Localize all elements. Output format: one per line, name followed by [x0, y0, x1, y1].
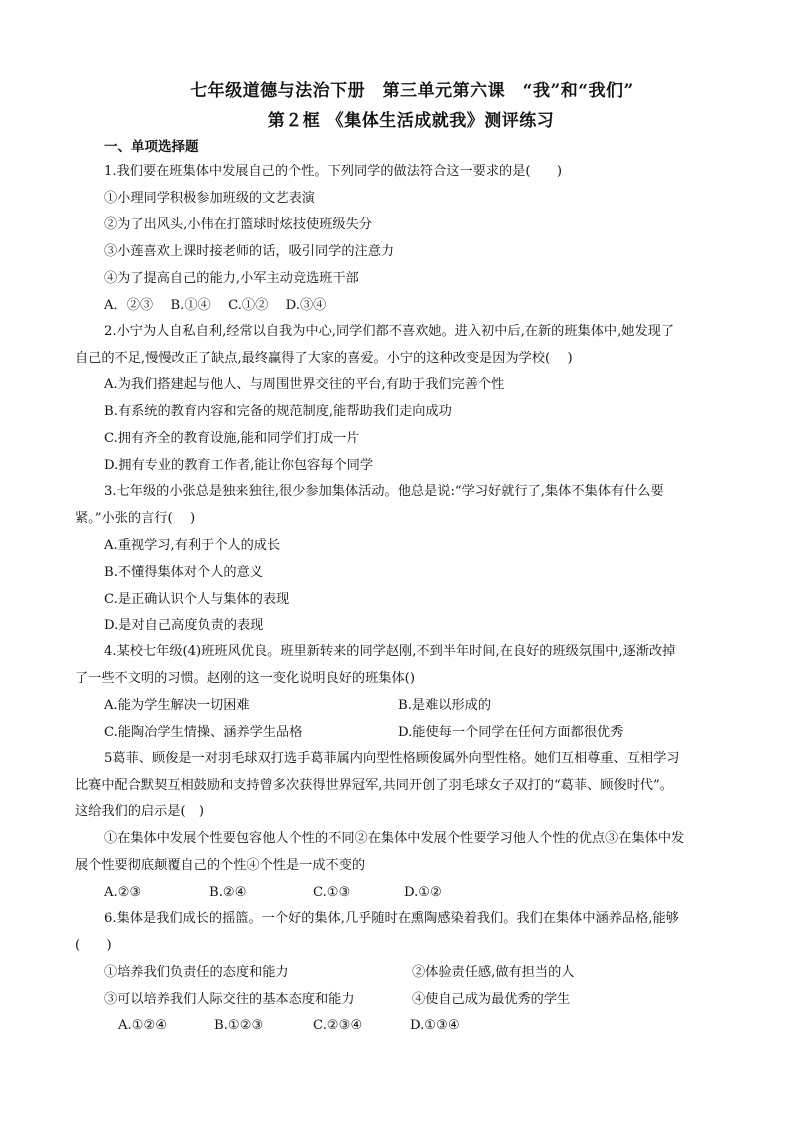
q1-stem: 1.我们要在班集体中发展自己的个性。下列同学的做法符合这一要求的是( ) — [104, 164, 563, 179]
q6-option-a: A.①②④ — [118, 1018, 168, 1033]
q2-option-c: C.拥有齐全的教育设施,能和同学们打成一片 — [104, 431, 360, 446]
q3-stem-line2: 紧。”小张的言行( ) — [75, 511, 196, 526]
q2-stem-line2: 自己的不足,慢慢改正了缺点,最终赢得了大家的喜爱。小宁的这种改变是因为学校( ) — [75, 351, 573, 366]
q5-statements-line2: 展个性要彻底颠覆自己的个性④个性是一成不变的 — [75, 858, 366, 873]
q3-option-c: C.是正确认识个人与集体的表现 — [104, 592, 290, 607]
q3-stem-line1: 3.七年级的小张总是独来独往,很少参加集体活动。他总是说:“学习好就行了,集体不集体有什么要 — [104, 484, 664, 499]
q2-option-a: A.为我们搭建起与他人、与周围世界交往的平台,有助于我们完善个性 — [104, 377, 505, 392]
q2-option-d: D.拥有专业的教育工作者,能让你包容每个同学 — [104, 458, 374, 473]
q5-stem-line2: 比赛中配合默契互相鼓励和支持曾多次获得世界冠军,共同开创了羽毛球女子双打的“葛菲、顾俊时代”。 — [75, 778, 673, 793]
q4-option-d: D.能使每一个同学在任何方面都很优秀 — [398, 725, 624, 740]
q6-statement-3: ③可以培养我们人际交往的基本态度和能力 — [104, 992, 355, 1007]
q6-option-c: C.②③④ — [313, 1018, 363, 1033]
q5-option-b: B.②④ — [209, 885, 247, 900]
q1-statement-4: ④为了提高自己的能力,小军主动竞选班干部 — [104, 271, 359, 286]
q2-option-b: B.有系统的教育内容和完备的规范制度,能帮助我们走向成功 — [104, 404, 452, 419]
q6-option-b: B.①②③ — [214, 1018, 264, 1033]
q6-statement-2: ②体验责任感,做有担当的人 — [412, 965, 575, 980]
q5-statements-line1: ①在集体中发展个性要包容他人个性的不同②在集体中发展个性要学习他人个性的优点③在集体中发 — [104, 831, 685, 846]
q4-option-c: C.能陶冶学生情操、涵养学生品格 — [104, 725, 303, 740]
q6-stem-line2: ( ) — [75, 938, 112, 953]
document-subtitle: 第２框 《集体生活成就我》测评练习 — [267, 111, 555, 131]
q6-stem-line1: 6.集体是我们成长的摇篮。一个好的集体,几乎随时在熏陶感染着我们。我们在集体中涵养品格,能够 — [104, 911, 679, 926]
q5-option-c: C.①③ — [313, 885, 351, 900]
q6-statement-1: ①培养我们负责任的态度和能力 — [104, 965, 289, 980]
q4-option-a: A.能为学生解决一切困难 — [104, 698, 250, 713]
q1-statement-3: ③小莲喜欢上课时接老师的话，吸引同学的注意力 — [104, 244, 395, 259]
q4-stem-line2: 了一些不文明的习惯。赵刚的这一变化说明良好的班集体() — [75, 671, 415, 686]
q3-option-a: A.重视学习,有利于个人的成长 — [104, 538, 281, 553]
section-heading: 一、单项选择题 — [104, 139, 199, 155]
q5-option-d: D.①② — [404, 885, 442, 900]
document-title: 七年级道德与法治下册 第三单元第六课 “我”和“我们” — [190, 81, 634, 101]
q5-option-a: A.②③ — [104, 885, 142, 900]
q3-option-b: B.不懂得集体对个人的意义 — [104, 565, 263, 580]
q5-stem-line3: 这给我们的启示是( ) — [75, 804, 204, 819]
q4-option-b: B.是难以形成的 — [398, 698, 492, 713]
q4-stem-line1: 4.某校七年级(4)班班风优良。班里新转来的同学赵刚,不到半年时间,在良好的班级氛围中,逐渐改掉 — [104, 644, 676, 659]
q1-options: A．②③ B.①④ C.①② D.③④ — [104, 298, 327, 313]
q6-statement-4: ④使自己成为最优秀的学生 — [412, 992, 571, 1007]
q6-option-d: D.①③④ — [410, 1018, 460, 1033]
q3-option-d: D.是对自己高度负责的表现 — [104, 618, 264, 633]
q2-stem-line1: 2.小宁为人自私自利,经常以自我为中心,同学们都不喜欢她。进入初中后,在新的班集体中,她发现了 — [104, 324, 675, 339]
q5-stem-line1: 5葛菲、顾俊是一对羽毛球双打选手葛菲属内向型性格顾俊属外向型性格。她们互相尊重、互相学习 — [104, 751, 680, 766]
q1-statement-1: ①小理同学积极参加班级的文艺表演 — [104, 191, 315, 206]
q1-statement-2: ②为了出风头,小伟在打篮球时炫技使班级失分 — [104, 217, 372, 232]
